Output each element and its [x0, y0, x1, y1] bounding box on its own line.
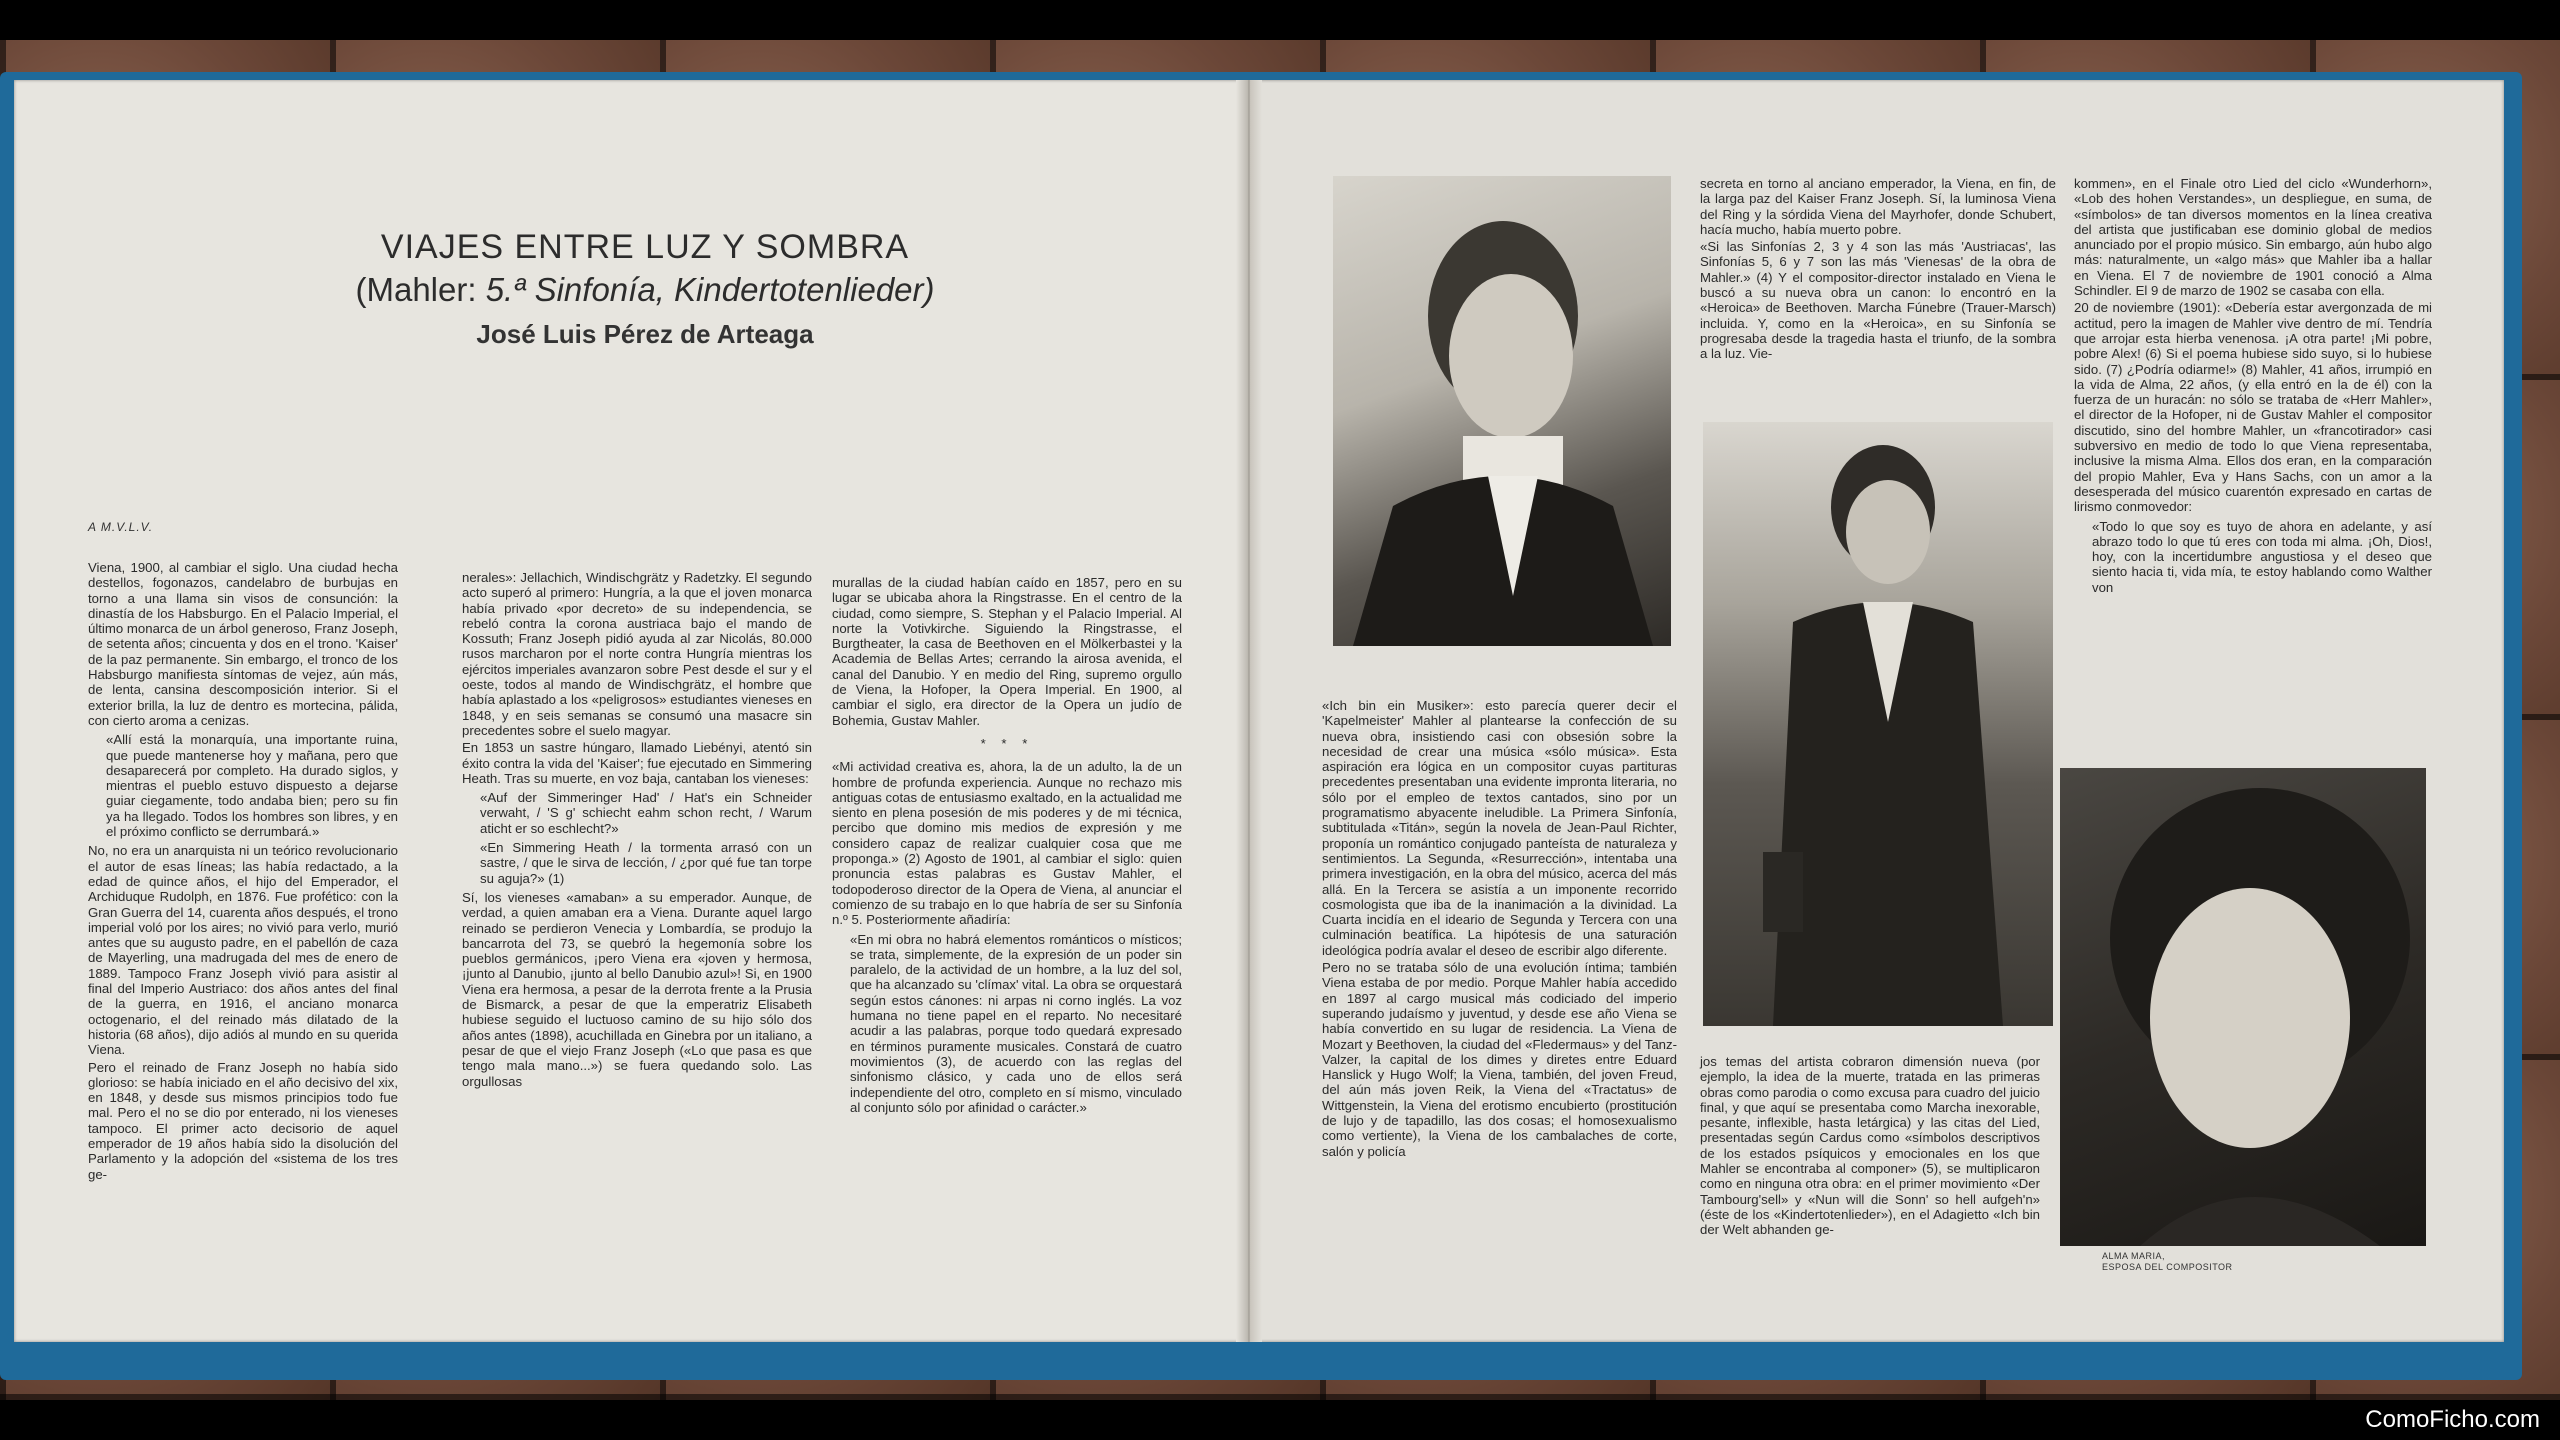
dedication: A M.V.L.V. — [88, 520, 154, 534]
caption-line-1: ALMA MARIA, — [2102, 1251, 2166, 1261]
paragraph: Pero no se trataba sólo de una evolución íntima; también Viena estaba de por medio. Porque Mahler había accedido en 1897 al cargo musical más codiciado del imperio superando judaísmo y juventud, y desde ese año Viena se había convertido en su lugar de residencia. La Viena de Mozart y Beethoven, la ciudad del «Fledermaus» y del Tanz-Valzer, la capital de los dimes y diretes entre Eduard Hanslick y Hugo Wolf; la Viena, también, del joven Freud, del aún más joven Reik, la Viena del «Tractatus» de Wittgenstein, la Viena del erotismo encubierto (prostitución de lujo y de tapadillo, las dos cosas; el homosexualismo como vertiente), la Viena de los cambalaches de corte, salón y policía — [1322, 960, 1677, 1159]
alma-maria-image — [2060, 768, 2426, 1246]
paragraph: «Ich bin ein Musiker»: esto parecía querer decir el 'Kapelmeister' Mahler al plantearse la confección de su nueva obra, insistiendo casi con obsesión sobre la necesidad de crear una música «sólo música». Esta aspiración era lógica en un compositor cuyas partituras precedentes presentaban una evidente impronta literaria, no sólo por el empleo de textos cantados, sino por un programatismo abyacente ineludible. La Primera Sinfonía, subtitulada «Titán», según la novela de Jean-Paul Richter, proponía un romántico conjugado panteísta de naturaleza y sentimientos. La Segunda, «Resurrección», intentaba una primera investigación, en la obra del músico, acerca del más allá. En la Tercera se asistía a un imponente recorrido cosmologista que iba de la inanimación a la divinidad. La Cuarta incidía en el ideario de Segunda y Tercera con una culminación beatífica. La hipótesis de una saturación ideológica podría avalar el deseo de escribir algo diferente. — [1322, 698, 1677, 958]
quote-paragraph: «Todo lo que soy es tuyo de ahora en adelante, y así abrazo todo lo que tú eres con toda mi alma. ¡Oh, Dios!, hoy, con la incertidumbre angustiosa y el deseo que siento hacia ti, vida mía, te estoy hablando como Walther von — [2092, 518, 2432, 595]
article-author: José Luis Pérez de Arteaga — [476, 319, 814, 349]
paragraph: kommen», en el Finale otro Lied del ciclo «Wunderhorn», «Lob des hohen Verstandes», un despliegue, en suma, de «símbolos» de tan diversos momentos en la línea creativa del artista que justificaban ese dominio global de medios anunciado por el propio músico. Sin embargo, aún hubo algo más: naturalmente, un «algo más» que Mahler iba a hallar en Viena. El 7 de noviembre de 1901 conoció a Alma Schindler. El 9 de marzo de 1902 se casaba con ella. — [2074, 176, 2432, 299]
article-subtitle: (Mahler: 5.ª Sinfonía, Kindertotenlieder) — [355, 271, 935, 308]
text-column-3 — [832, 575, 1182, 1119]
paragraph: «Si las Sinfonías 2, 3 y 4 son las más 'Austriacas', las Sinfonías 5, 6 y 7 son las más 'Vienesas' de la obra de Mahler.» (4) Y el compositor-director instalado en Viena le buscó a su nueva obra un canon: lo encontró en la «Heroica» de Beethoven. Marcha Fúnebre (Trauer-Marsch) incluida. Y, como en la «Heroica», en su Sinfonía se progresaba desde la tragedia hasta el triunfo, de la sombra a la luz. Vie- — [1700, 239, 2056, 362]
portrait-photo-young-mahler — [1333, 176, 1671, 646]
photo-caption — [2102, 1251, 2233, 1273]
paragraph: jos temas del artista cobraron dimensión nueva (por ejemplo, la idea de la muerte, tratada en las primeras obras como parodia o como excusa para cuadro del juicio final, y que aquí se presentaba como Marcha inexorable, pesante, inflexible, hasta letárgica) y las citas del Lied, presentadas según Cardus como «símbolos descriptivos de los estados psíquicos y emocionales en los que Mahler se encontraba al componer» (5), se multiplicaron como en ninguna otra obra: en el primer movimiento «Der Tambourg'sell» y «Nun will die Sonn' so hell aufgeh'n» (éste de los «Kindertotenlieder»), en el Adagietto «Ich bin der Welt abhanden ge- — [1700, 1054, 2040, 1238]
text-column-4 — [1322, 698, 1677, 1161]
section-separator: * * * — [980, 735, 1034, 751]
paragraph: «Mi actividad creativa es, ahora, la de un adulto, la de un hombre de profunda experiencia. Aunque no rechazo mis antiguas cotas de entusiasmo exaltado, en la actualidad me siento en plena posesión de mis poderes y de mi técnica, percibo que domino mis medios de expresión y me considero capaz de realizar cualquier cosa que me proponga.» (2) Agosto de 1901, al cambiar el siglo: quien pronuncia estas palabras es Gustav Mahler, el todopoderoso director de la Opera de Viena, al anunciar el comienzo de su trabajo en lo que habría de ser su Sinfonía n.º 5. Posteriormente añadiría: — [832, 759, 1182, 928]
text-column-1 — [88, 560, 398, 1184]
photo-alma-maria — [2060, 768, 2426, 1246]
article-title: VIAJES ENTRE LUZ Y SOMBRA — [380, 228, 910, 266]
paragraph: nerales»: Jellachich, Windischgrätz y Radetzky. El segundo acto superó al primero: Hungría, a la que el joven monarca había privado «por decreto» de su independencia, se rebeló contra la corona austriaca bajo el mando de Kossuth; Franz Joseph pidió ayuda al zar Nicolás, 80.000 rusos marcharon por el norte contra Hungría mientras los ejércitos imperiales avanzaron sobre Pest desde el sur y el oeste, todos al mando de Windischgrätz, el hombre que había aplastado a los «peligrosos» estudiantes vieneses en 1848, y en seis semanas se consumó una masacre sin precedentes sobre el suelo magyar. — [462, 570, 812, 738]
text-column-6 — [2074, 176, 2432, 599]
quote-paragraph: «Allí está la monarquía, una importante ruina, que puede mantenerse hoy y mañana, pero que desaparecerá por completo. Ha durado siglos, y mientras el pueblo estuvo dispuesto a dejarse guiar ciegamente, todo andaba bien; pero su fin ya ha llegado. Todos los hombres son libres, y en el próximo conflicto se derrumbará.» — [106, 732, 398, 840]
photo-mahler-standing — [1703, 422, 2053, 1026]
text-column-2 — [462, 570, 812, 1091]
text-column-5-top — [1700, 176, 2056, 364]
paragraph: No, no era un anarquista ni un teórico revolucionario el autor de esas líneas; las había redactado, a la edad de quince años, el hijo del Emperador, el Archiduque Rudolph, en 1876. Fue profético: con la Gran Guerra del 14, cuarenta años después, el trono imperial voló por los aires; no vivió para verlo, murió antes que su augusto padre, en el pabellón de caza de Mayerling, una madrugada del mes de enero de 1889. Tampoco Franz Joseph vivió para asistir al final del Imperio Austriaco: dos años antes del final de la guerra, en 1916, el anciano monarca octogenario, el del reinado más dilatado de la historia (68 años), dijo adiós al mundo en su querida Viena. — [88, 843, 398, 1058]
site-watermark: ComoFicho.com — [2365, 1406, 2540, 1433]
paragraph: Viena, 1900, al cambiar el siglo. Una ciudad hecha destellos, fogonazos, candelabro de burbujas en torno a una llama sin visos de consunción: la dinastía de los Habsburgo. En el Palacio Imperial, el último monarca de un árbol generoso, Franz Joseph, de setenta años; cincuenta y dos en el trono. 'Kaiser' de la paz permanente. Sin embargo, el tronco de los Habsburgo manifiesta síntomas de vejez, aún más, de lenta, cansina descomposición interior. Si el exterior brilla, la luz de dentro es mortecina, pálida, con cierto aroma a cenizas. — [88, 560, 398, 728]
paragraph: 20 de noviembre (1901): «Debería estar avergonzada de mi actitud, pero la imagen de Mahler vive dentro de mí. Tendría que arrojar esta hierba venenosa. ¡A otra parte! ¡Mi pobre, pobre Alex! (6) Si el poema hubiese sido suyo, si lo hubiese sido. (7) ¿Podría odiarme!» (8) Mahler, 41 años, irrumpió en la vida de Alma, 22 años, (y ella entró en la de él) con la fuerza de un huracán: no sólo se trataba de «Herr Mahler», el director de la Hofoper, ni de Gustav Mahler el compositor discutido, sino del hombre Mahler, un «francotirador» casi subversivo en medio de todo lo que Viena representaba, inclusive la misma Alma. Ellos dos eran, en la comparación del propio Mahler, Eva y Hans Sachs, con un amor a la desesperada del músico cuarentón expresado en cartas de lirismo conmovedor: — [2074, 300, 2432, 515]
quote-paragraph: «En Simmering Heath / la tormenta arrasó con un sastre, / que le sirva de lección, / ¿por qué fue tan torpe su aguja?» (1) — [480, 840, 812, 886]
paragraph: secreta en torno al anciano emperador, la Viena, en fin, de la larga paz del Kaiser Franz Joseph. Sí, la luminosa Viena del Ring y la sórdida Viena del Mayrhofer, donde Schubert, hacía mucho, había muerto pobre. — [1700, 176, 2056, 237]
paragraph: murallas de la ciudad habían caído en 1857, pero en su lugar se ubicaba ahora la Ringstrasse. En el centro de la ciudad, como siempre, S. Stephan y el Palacio Imperial. Al norte la Votivkirche. Siguiendo la Ringstrasse, el Burgtheater, la casa de Beethoven en el Mölkerbastei y la Academia de Bellas Artes; cerrando la airosa avenida, el canal del Danubio. Y en medio del Ring, supremo orgullo de Viena, la Hofoper, la Opera Imperial. En 1900, al cambiar el siglo, era director de la Opera un judío de Bohemia, Gustav Mahler. — [832, 575, 1182, 728]
quote-paragraph: «Auf der Simmeringer Had' / Hat's ein Schneider verwaht, / 'S g' schiecht eahm schon recht, / Warum aticht er so eschlecht?» — [480, 790, 812, 836]
paragraph: Pero el reinado de Franz Joseph no había sido glorioso: se había iniciado en el año decisivo del xix, en 1848, y desde sus mismos principios todo fue mal. Pero el no se dio por enterado, ni los vieneses tampoco. El primer acto decisorio de aquel emperador de 19 años había sido la disolución del Parlamento y la adopción del «sistema de los tres ge- — [88, 1059, 398, 1182]
article-title-block — [310, 228, 980, 350]
mahler-standing-image — [1703, 422, 2053, 1026]
page-spine — [1236, 80, 1262, 1342]
text-column-5-bottom — [1700, 1054, 2040, 1240]
caption-line-2: ESPOSA DEL COMPOSITOR — [2102, 1262, 2233, 1272]
paragraph: En 1853 un sastre húngaro, llamado Liebényi, atentó sin éxito contra la vida del 'Kaiser'; fue ejecutado en Simmering Heath. Tras su muerte, en voz baja, cantaban los vieneses: — [462, 740, 812, 786]
portrait-young-mahler-image — [1333, 176, 1671, 646]
quote-paragraph: «En mi obra no habrá elementos románticos o místicos; se trata, simplemente, de la expresión de un poder sin paralelo, de la actividad de un hombre, a la luz del sol, que ha alcanzado su 'clímax' vital. La obra se orquestará según estos cánones: ni arpas ni corno inglés. La voz humana no tiene papel en el reparto. No necesitaré acudir a las palabras, porque todo quedará expresado en términos puramente musicales. Constará de cuatro movimientos (3), de acuerdo con las reglas del sinfonismo clásico, y cada uno de ellos será independiente del otro, completo en sí mismo, vinculado al conjunto sólo por afinidad o carácter.» — [850, 931, 1182, 1115]
paragraph: Sí, los vieneses «amaban» a su emperador. Aunque, de verdad, a quien amaban era a Viena. Durante aquel largo reinado se perdieron Venecia y Lombardía, se produjo la bancarrota del 73, se quebró la hegemonía sobre los pueblos germánicos, ¡pero Viena era «joven y hermosa, ¡junto al Danubio, ¡junto al bello Danubio azul»! Si, en 1900 Viena era hermosa, a pesar de la derrota frente a la Prusia de Bismarck, a pesar de que la emperatriz Elisabeth hubiese seguido el luctuoso camino de su hijo sólo dos años antes (1898), acuchillada en Ginebra por un italiano, a pesar de que el viejo Franz Joseph («Lo que pasa es que tengo mala mano...») se fuera quedando solo. Las orgullosas — [462, 889, 812, 1089]
